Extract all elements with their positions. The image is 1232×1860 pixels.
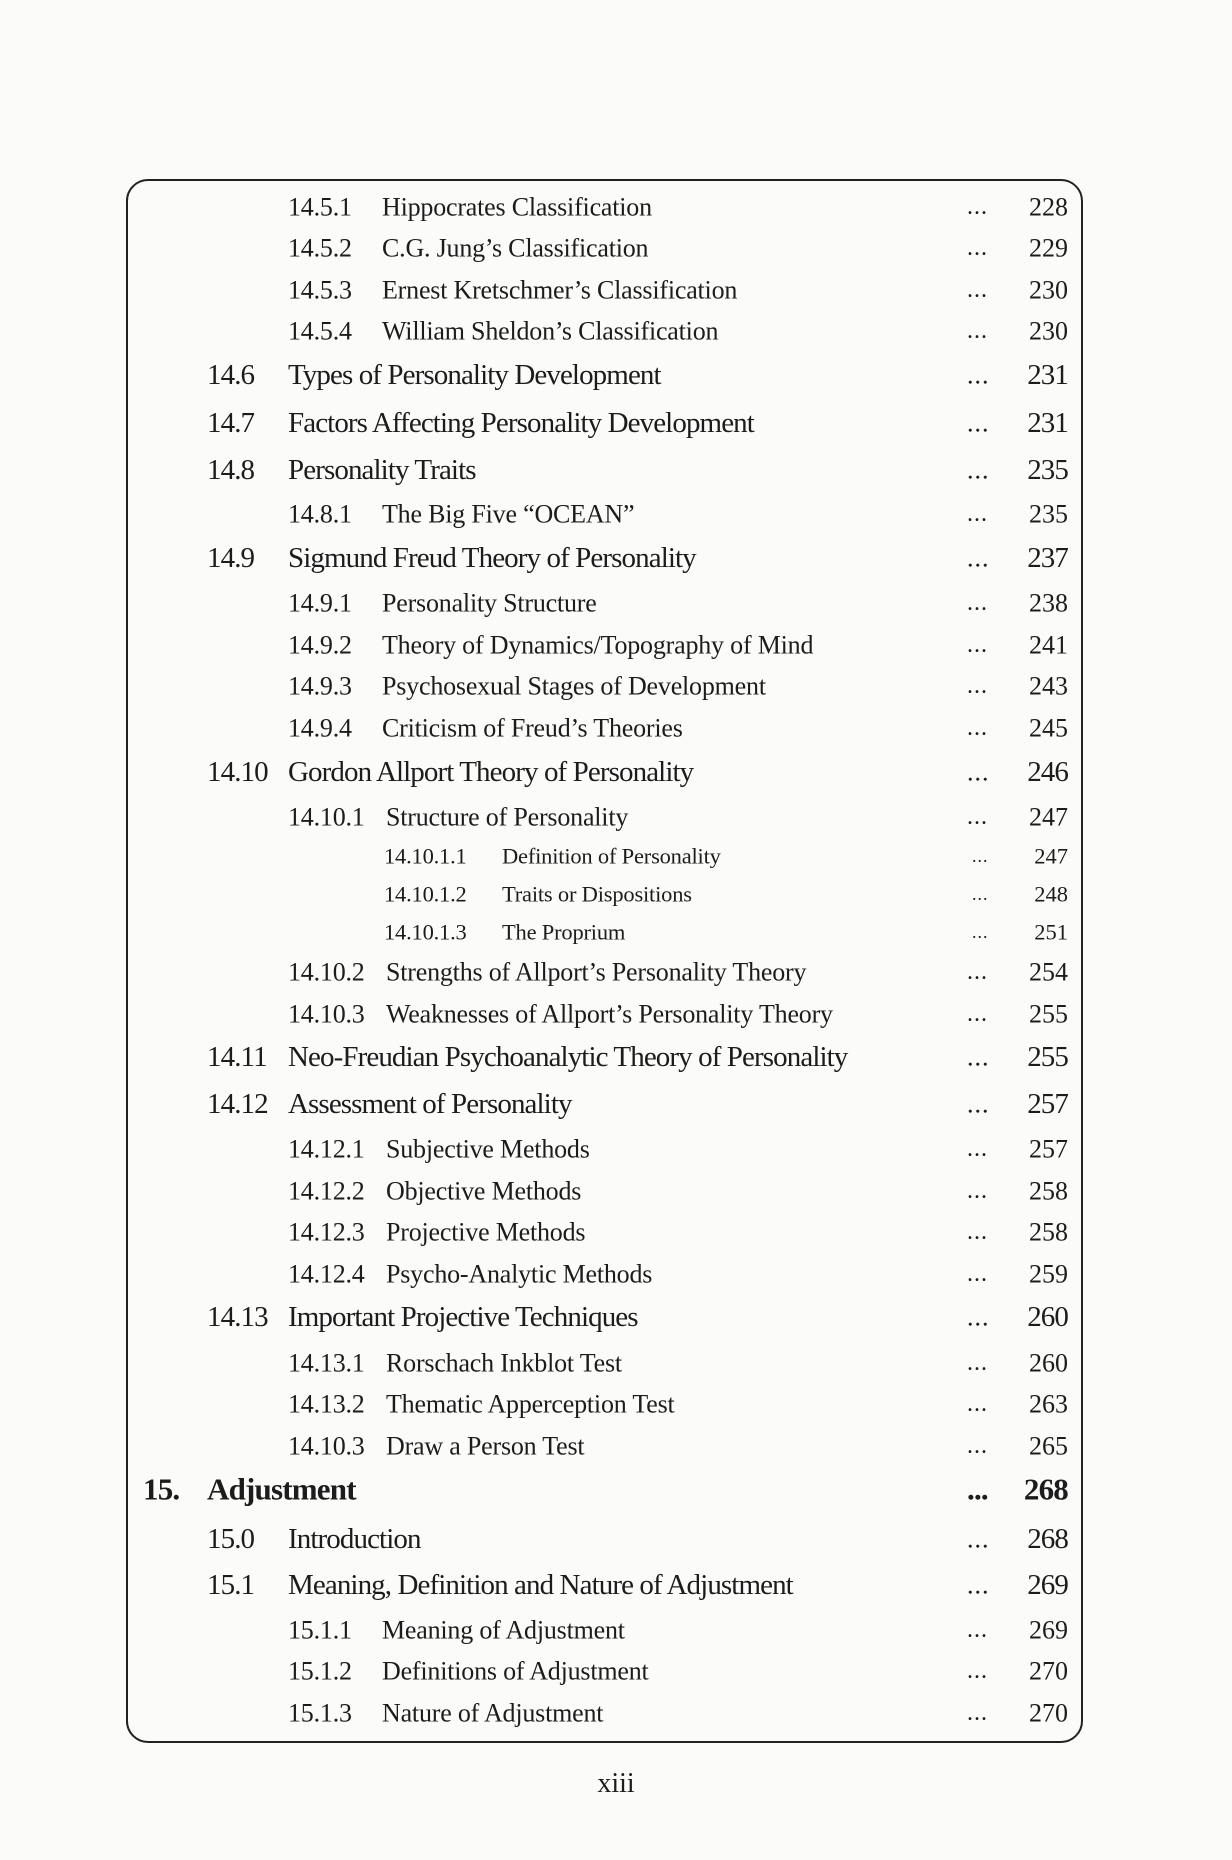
entry-title: Personality Structure xyxy=(382,588,597,618)
leader-dots: ... xyxy=(967,234,988,261)
entry-page: 268 xyxy=(1027,1522,1068,1555)
entry-page: 228 xyxy=(1029,192,1068,222)
leader-dots: ... xyxy=(967,589,988,616)
entry-page: 269 xyxy=(1029,1615,1068,1645)
entry-title: Hippocrates Classification xyxy=(382,192,652,222)
entry-number: 14.9.4 xyxy=(288,713,352,743)
leader-dots: ... xyxy=(967,1657,988,1684)
leader-dots: ... xyxy=(967,360,990,390)
entry-title: Personality Traits xyxy=(288,453,476,486)
leader-dots: ... xyxy=(967,1089,990,1119)
entry-page: 257 xyxy=(1029,1134,1068,1164)
entry-number: 14.8.1 xyxy=(288,499,352,529)
entry-title: Meaning of Adjustment xyxy=(382,1615,625,1645)
entry-page: 265 xyxy=(1029,1431,1068,1461)
entry-page: 243 xyxy=(1029,671,1068,701)
entry-number: 15.1.3 xyxy=(288,1698,352,1728)
leader-dots: ... xyxy=(967,1432,988,1459)
entry-number: 14.10.1.1 xyxy=(384,843,467,869)
leader-dots: ... xyxy=(967,714,988,741)
entry-title: Draw a Person Test xyxy=(386,1431,585,1461)
leader-dots: ... xyxy=(967,1260,988,1287)
entry-title: Neo-Freudian Psychoanalytic Theory of Personality xyxy=(288,1040,848,1073)
leader-dots: ... xyxy=(967,1218,988,1245)
leader-dots: ... xyxy=(967,1000,988,1027)
entry-title: Criticism of Freud’s Theories xyxy=(382,713,683,743)
entry-title: Assessment of Personality xyxy=(288,1087,572,1120)
entry-title: Gordon Allport Theory of Personality xyxy=(288,755,694,788)
leader-dots: ... xyxy=(967,1699,988,1726)
entry-title: Psycho-Analytic Methods xyxy=(386,1259,653,1289)
entry-title: Weaknesses of Allport’s Personality Theory xyxy=(386,999,833,1029)
entry-page: 238 xyxy=(1029,588,1068,618)
entry-page: 258 xyxy=(1029,1176,1068,1206)
entry-number: 14.12.1 xyxy=(288,1134,365,1164)
entry-number: 14.13 xyxy=(207,1300,268,1333)
leader-dots: ... xyxy=(967,631,988,658)
chapter-number: 15. xyxy=(143,1471,180,1507)
entry-number: 14.10.3 xyxy=(288,1431,365,1461)
entry-page: 248 xyxy=(1034,881,1068,907)
leader-dots: ... xyxy=(967,1390,988,1417)
entry-page: 255 xyxy=(1029,999,1068,1029)
entry-title: Factors Affecting Personality Development xyxy=(288,406,754,439)
entry-page: 254 xyxy=(1029,957,1068,987)
entry-page: 247 xyxy=(1029,802,1068,832)
entry-page: 263 xyxy=(1029,1389,1068,1419)
leader-dots: ... xyxy=(967,672,988,699)
entry-page: 230 xyxy=(1029,275,1068,305)
entry-title: Ernest Kretschmer’s Classification xyxy=(382,275,738,305)
entry-number: 15.1.2 xyxy=(288,1656,352,1686)
entry-page: 255 xyxy=(1027,1040,1068,1073)
entry-title: The Proprium xyxy=(502,919,626,945)
entry-number: 14.12.4 xyxy=(288,1259,365,1289)
entry-number: 14.9 xyxy=(207,541,255,574)
entry-title: Thematic Apperception Test xyxy=(386,1389,675,1419)
entry-title: Introduction xyxy=(288,1522,421,1555)
entry-number: 15.0 xyxy=(207,1522,255,1555)
leader-dots: ... xyxy=(967,958,988,985)
entry-number: 14.9.3 xyxy=(288,671,352,701)
entry-title: Definitions of Adjustment xyxy=(382,1656,649,1686)
entry-number: 14.5.4 xyxy=(288,316,352,346)
entry-title: Definition of Personality xyxy=(502,843,721,869)
page-number: xiii xyxy=(597,1768,635,1799)
entry-page: 237 xyxy=(1027,541,1068,574)
entry-page: 235 xyxy=(1029,499,1068,529)
entry-title: Types of Personality Development xyxy=(288,358,661,391)
leader-dots: ... xyxy=(967,1524,990,1554)
leader-dots: ... xyxy=(967,1042,990,1072)
entry-title: Structure of Personality xyxy=(386,802,629,832)
entry-title: Objective Methods xyxy=(386,1176,582,1206)
leader-dots: ... xyxy=(972,922,989,943)
entry-page: 246 xyxy=(1027,755,1068,788)
entry-page: 251 xyxy=(1034,919,1068,945)
entry-title: Subjective Methods xyxy=(386,1134,590,1164)
entry-number: 14.9.1 xyxy=(288,588,352,618)
entry-number: 14.13.1 xyxy=(288,1348,365,1378)
entry-number: 14.10.1 xyxy=(288,802,365,832)
leader-dots: ... xyxy=(967,500,988,527)
leader-dots: ... xyxy=(967,1302,990,1332)
entry-title: C.G. Jung’s Classification xyxy=(382,233,649,263)
entry-page: 270 xyxy=(1029,1656,1068,1686)
leader-dots: ... xyxy=(967,1471,988,1507)
leader-dots: ... xyxy=(967,1177,988,1204)
leader-dots: ... xyxy=(967,1135,988,1162)
entry-number: 14.12.3 xyxy=(288,1217,365,1247)
entry-title: Strengths of Allport’s Personality Theory xyxy=(386,957,807,987)
entry-page: 257 xyxy=(1027,1087,1068,1120)
leader-dots: ... xyxy=(967,408,990,438)
leader-dots: ... xyxy=(967,1616,988,1643)
leader-dots: ... xyxy=(972,846,989,867)
entry-number: 14.5.2 xyxy=(288,233,352,263)
leader-dots: ... xyxy=(967,1349,988,1376)
entry-number: 14.12 xyxy=(207,1087,268,1120)
entry-number: 14.6 xyxy=(207,358,255,391)
entry-page: 241 xyxy=(1029,630,1068,660)
entry-page: 231 xyxy=(1027,406,1068,439)
leader-dots: ... xyxy=(967,455,990,485)
entry-number: 14.11 xyxy=(207,1040,267,1073)
entry-page: 269 xyxy=(1027,1568,1068,1601)
entry-title: William Sheldon’s Classification xyxy=(382,316,719,346)
entry-number: 14.10.1.3 xyxy=(384,919,467,945)
leader-dots: ... xyxy=(967,193,988,220)
entry-title: The Big Five “OCEAN” xyxy=(382,499,635,529)
entry-page: 260 xyxy=(1027,1300,1068,1333)
entry-page: 231 xyxy=(1027,358,1068,391)
entry-page: 247 xyxy=(1034,843,1068,869)
leader-dots: ... xyxy=(972,884,989,905)
entry-number: 14.13.2 xyxy=(288,1389,365,1419)
entry-title: Traits or Dispositions xyxy=(502,881,692,907)
entry-number: 14.10.3 xyxy=(288,999,365,1029)
entry-page: 245 xyxy=(1029,713,1068,743)
entry-title: Psychosexual Stages of Development xyxy=(382,671,766,701)
entry-title: Important Projective Techniques xyxy=(288,1300,638,1333)
entry-number: 14.9.2 xyxy=(288,630,352,660)
entry-title: Sigmund Freud Theory of Personality xyxy=(288,541,696,574)
entry-title: Rorschach Inkblot Test xyxy=(386,1348,622,1378)
leader-dots: ... xyxy=(967,1570,990,1600)
entry-page: 259 xyxy=(1029,1259,1068,1289)
entry-number: 14.8 xyxy=(207,453,255,486)
entry-number: 14.5.1 xyxy=(288,192,352,222)
entry-page: 229 xyxy=(1029,233,1068,263)
entry-number: 15.1.1 xyxy=(288,1615,352,1645)
entry-title: Projective Methods xyxy=(386,1217,586,1247)
leader-dots: ... xyxy=(967,543,990,573)
entry-title: Nature of Adjustment xyxy=(382,1698,604,1728)
leader-dots: ... xyxy=(967,317,988,344)
entry-page: 260 xyxy=(1029,1348,1068,1378)
entry-page: 230 xyxy=(1029,316,1068,346)
chapter-title: Adjustment xyxy=(207,1471,356,1507)
leader-dots: ... xyxy=(967,757,990,787)
entry-page: 270 xyxy=(1029,1698,1068,1728)
entry-number: 14.5.3 xyxy=(288,275,352,305)
chapter-page: 268 xyxy=(1023,1471,1068,1507)
entry-number: 14.10 xyxy=(207,755,268,788)
entry-number: 15.1 xyxy=(207,1568,255,1601)
entry-title: Theory of Dynamics/Topography of Mind xyxy=(382,630,814,660)
leader-dots: ... xyxy=(967,803,988,830)
entry-number: 14.7 xyxy=(207,406,255,439)
entry-number: 14.10.2 xyxy=(288,957,365,987)
entry-number: 14.10.1.2 xyxy=(384,881,467,907)
entry-number: 14.12.2 xyxy=(288,1176,365,1206)
leader-dots: ... xyxy=(967,276,988,303)
entry-page: 235 xyxy=(1027,453,1068,486)
entry-page: 258 xyxy=(1029,1217,1068,1247)
entry-title: Meaning, Definition and Nature of Adjustment xyxy=(288,1568,793,1601)
